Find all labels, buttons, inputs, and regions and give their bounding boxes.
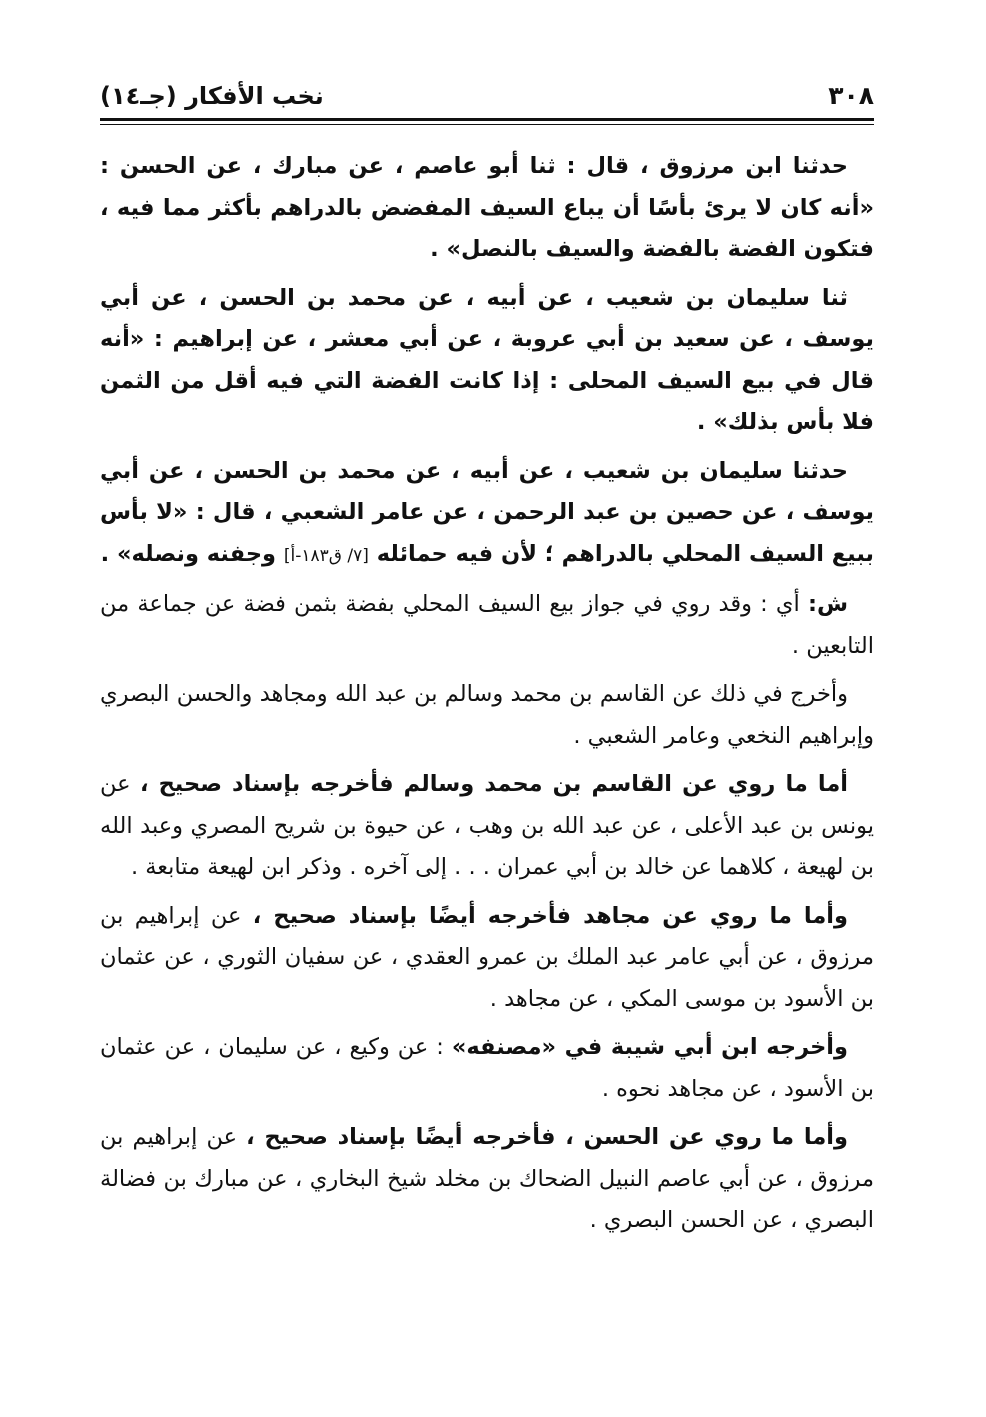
body-text	[100, 146, 874, 1249]
page-number: ٣٠٨	[828, 81, 874, 110]
paragraph-commentary-list	[100, 674, 874, 757]
paragraph-text: أي : وقد روي في جواز بيع السيف المحلي بفضة بثمن فضة عن جماعة من التابعين .	[100, 591, 874, 659]
paragraph-text: عن إبراهيم بن مرزوق ، عن أبي عامر عبد الملك بن عمرو العقدي ، عن سفيان الثوري ، عن عثمان بن الأسود بن موسى المكي ، عن مجاهد .	[100, 902, 874, 1012]
paragraph-hasan	[100, 1117, 874, 1242]
paragraph-text: : عن وكيع ، عن سليمان ، عن عثمان بن الأسود ، عن مجاهد نحوه .	[100, 1034, 874, 1102]
header-rule-thick	[100, 118, 874, 121]
running-title: نخب الأفكار (جـ١٤)	[100, 82, 324, 110]
paragraph-text: عن إبراهيم بن مرزوق ، عن أبي عاصم النبيل الضحاك بن مخلد شيخ البخاري ، عن مبارك بن فضالة البصري ، عن الحسن البصري .	[100, 1124, 874, 1233]
paragraph-qasim-salim	[100, 764, 874, 889]
paragraph-ibn-abi-shayba	[100, 1027, 874, 1110]
commentary-marker: ش:	[807, 591, 848, 617]
paragraph-text: ثنا سليمان بن شعيب ، عن أبيه ، عن محمد بن الحسن ، عن أبي يوسف ، عن سعيد بن أبي عروبة ، عن أبي معشر ، عن إبراهيم : «أنه قال في بيع السيف المحلى : إذا كانت الفضة التي فيه أقل من الثمن فلا بأس بذلك» .	[100, 284, 874, 435]
book-page	[100, 78, 874, 1378]
paragraph-text-after: وجفنه ونصله» .	[100, 540, 277, 567]
paragraph-text: عن يونس بن عبد الأعلى ، عن عبد الله بن وهب ، عن حيوة بن شريح المصري وعبد الله بن لهيعة ، كلاهما عن خالد بن أبي عمران . . . إلى آخره . وذكر ابن لهيعة متابعة .	[100, 771, 874, 880]
paragraph-text: وأخرج في ذلك عن القاسم بن محمد وسالم بن عبد الله ومجاهد والحسن البصري وإبراهيم النخعي وعامر الشعبي .	[100, 681, 874, 749]
paragraph-hadith-2	[100, 278, 874, 444]
header-rule-thin	[100, 124, 874, 125]
paragraph-hadith-3	[100, 451, 874, 578]
paragraph-lead: أما ما روي عن القاسم بن محمد وسالم فأخرجه بإسناد صحيح ،	[139, 771, 848, 797]
paragraph-mujahid	[100, 896, 874, 1021]
manuscript-folio-marker: [٧/ ق١٨٣-أ]	[283, 545, 369, 566]
paragraph-text-before: حدثنا سليمان بن شعيب ، عن أبيه ، عن محمد بن الحسن ، عن أبي يوسف ، عن حصين بن عبد الرحمن ، عن عامر الشعبي ، قال : «لا بأس ببيع السيف المحلي بالدراهم ؛ لأن فيه حمائله	[100, 457, 874, 567]
paragraph-lead: وأما ما روي عن مجاهد فأخرجه أيضًا بإسناد صحيح ،	[252, 902, 848, 929]
paragraph-lead: وأما ما روي عن الحسن ، فأخرجه أيضًا بإسناد صحيح ،	[246, 1124, 848, 1150]
paragraph-hadith-1	[100, 146, 874, 271]
paragraph-commentary-intro	[100, 584, 874, 667]
page-header	[100, 78, 874, 120]
paragraph-text: حدثنا ابن مرزوق ، قال : ثنا أبو عاصم ، عن مبارك ، عن الحسن : «أنه كان لا يرئ بأسًا أن يباع السيف المفضض بالدراهم بأكثر مما فيه ، فتكون الفضة بالفضة والسيف بالنصل» .	[100, 153, 874, 262]
paragraph-lead: وأخرجه ابن أبي شيبة في «مصنفه»	[451, 1034, 848, 1060]
